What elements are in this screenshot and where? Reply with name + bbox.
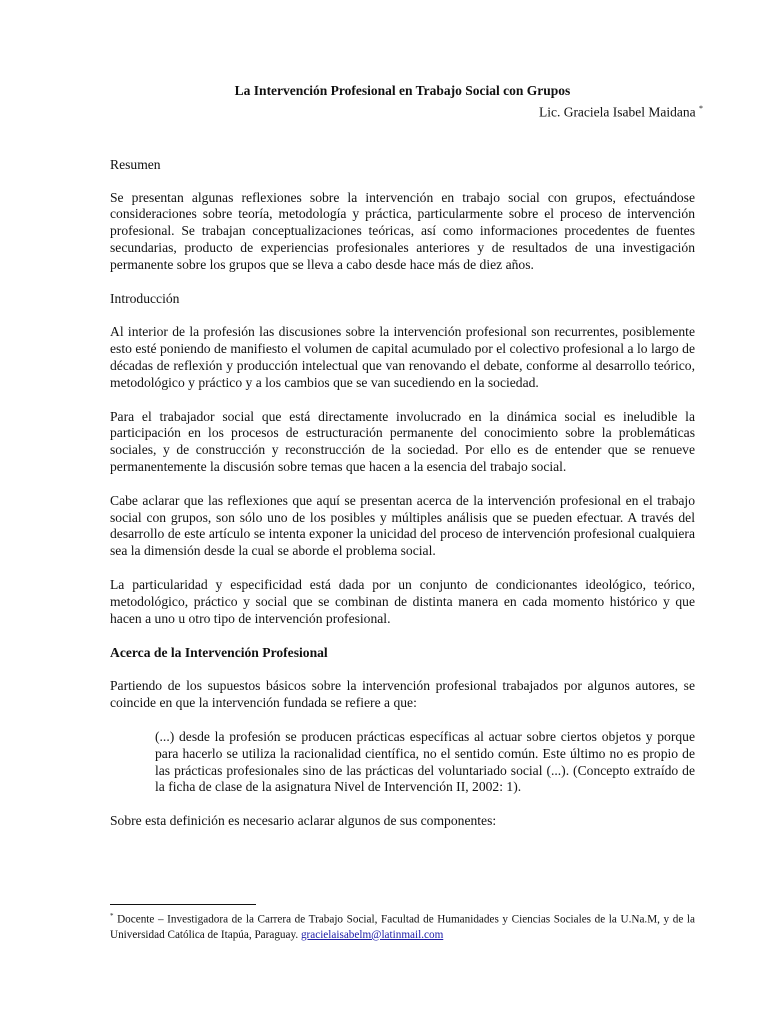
footnote-email-link[interactable]: gracielaisabelm@latinmail.com: [300, 928, 444, 941]
footnote-divider: [110, 904, 256, 905]
heading-acerca: Acerca de la Intervención Profesional: [110, 645, 328, 661]
block-quote: (...) desde la profesión se producen prácticas específicas al actuar sobre ciertos objetos y porque para hacerlo se utiliza la racionalidad científica, no el sentido común. Este último no es propio de las prácticas profesionales sino de las prácticas del voluntariado social (...). (Concepto extraído de la ficha de clase de la asignatura Nivel de Intervención II, 2002: 1).: [155, 729, 695, 795]
author-line: [110, 100, 703, 121]
paragraph-resumen: Se presentan algunas reflexiones sobre la intervención en trabajo social con grupos, efectuándose consideraciones sobre teoría, metodología y práctica, particularmente sobre el proceso de intervención profesional. Se trabajan conceptualizaciones teóricas, así como informaciones procedentes de fuentes secundarias, producto de experiencias profesionales anteriores y de resultados de una investigación permanente sobre los grupos que se lleva a cabo desde hace más de diez años.: [110, 189, 695, 272]
paragraph-intro-4: La particularidad y especificidad está dada por un conjunto de condicionantes ideológico, teórico, metodológico, práctico y social que se combinan de distinta manera en cada momento histórico y que hacen a uno u otro tipo de intervención profesional.: [110, 577, 695, 626]
paragraph-acerca-1: Partiendo de los supuestos básicos sobre la intervención profesional trabajados por algunos autores, se coincide en que la intervención fundada se refiere a que:: [110, 678, 695, 711]
author-name: Lic. Graciela Isabel Maidana: [538, 104, 696, 120]
heading-resumen: Resumen: [110, 156, 161, 172]
author-footnote-mark: *: [699, 104, 703, 113]
footnote: [110, 909, 695, 943]
heading-introduccion: Introducción: [110, 291, 180, 307]
document-page: [110, 82, 703, 830]
paragraph-intro-3: Cabe aclarar que las reflexiones que aquí se presentan acerca de la intervención profesional en el trabajo social con grupos, son sólo uno de los posibles y múltiples análisis que se pueden efectuar. A través del desarrollo de este artículo se intenta exponer la unicidad del proceso de intervención profesional cualquiera sea la dimensión desde la cual se aborde el problema social.: [110, 492, 695, 559]
footnote-text: Docente – Investigadora de la Carrera de Trabajo Social, Facultad de Humanidades y Ciencias Sociales de la U.Na.M, y de la Universidad Católica de Itapúa, Paraguay.: [110, 913, 695, 941]
footnote-mark: *: [110, 912, 114, 920]
paragraph-intro-2: Para el trabajador social que está directamente involucrado en la dinámica social es ineludible la participación en los procesos de estructuración permanente del conocimiento sobre la problemáticas sociales, y de construcción y reconstrucción de la sociedad. Por ello es de entender que se renueve permanentemente la discusión sobre temas que hacen a la esencia del trabajo social.: [110, 408, 695, 475]
paragraph-acerca-2: Sobre esta definición es necesario aclarar algunos de sus componentes:: [110, 813, 497, 829]
paragraph-intro-1: Al interior de la profesión las discusiones sobre la intervención profesional son recurrentes, posiblemente esto esté poniendo de manifiesto el volumen de capital acumulado por el colectivo profesional a lo largo de décadas de reflexión y producción intelectual que van renovando el debate, conforme al desarrollo teórico, metodológico y práctico y a los cambios que se van sucediendo en la sociedad.: [110, 324, 695, 390]
document-title: La Intervención Profesional en Trabajo Social con Grupos: [234, 83, 571, 98]
